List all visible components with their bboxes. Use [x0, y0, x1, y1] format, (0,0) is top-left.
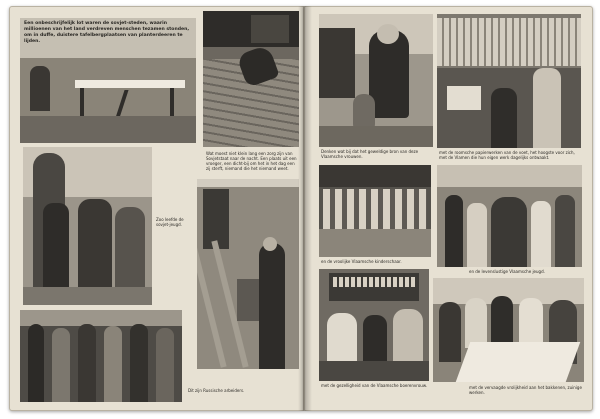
- caption-cellar: Wat moest niet klein lang een zorg zijn van Sovjetstaat naar de nacht. Een plaats uit een vroeger, een dicht-bij om het in het dag een zij sterft, niemand die het niemand weet.: [206, 151, 297, 171]
- caption-intro: Een onbeschrijfelijk lot waren de sovjet-steden, waarin millioenen van het land verdreven menschen tezamen stonden, om in duffe, duistere tafelbergplaatsen van planterdeeren te lijden.: [24, 21, 190, 44]
- caption-workers: Dit zijn Russische arbeiders.: [188, 388, 245, 393]
- photo-cellar: [203, 11, 299, 147]
- photo-kitchen: [319, 269, 429, 381]
- photo-doorway-woman: [197, 179, 299, 369]
- caption-ceramics: met de roomsche papierwerken van de voet, het hoogste voor zich, met de Vlamen die hun eigen werk dagelijks ontwaakt.: [439, 150, 575, 160]
- caption-table: met de vervaagde vrolijkheid aan het bakkenen, zuinige werken.: [469, 385, 582, 395]
- left-page: [9, 6, 304, 411]
- caption-woman-dog: Denken wat bij dat het geweldige bron van deze Vlaamsche vrouwen.: [321, 149, 419, 159]
- caption-youth: en de levenslustige Vlaamsche jeugd.: [469, 269, 545, 274]
- magazine-spread: [9, 6, 593, 411]
- spine-shadow: [298, 6, 312, 411]
- caption-children: en de vroolijke Vlaamsche kinderschaar.: [321, 259, 402, 264]
- photo-children-procession: [319, 165, 431, 257]
- right-page: [304, 6, 593, 411]
- photo-ceramics-wall: [437, 14, 581, 148]
- photo-man-with-dog: [319, 14, 433, 147]
- caption-kitchen: met de gezelligheid van de Vlaamsche boerenvrouw.: [321, 383, 427, 388]
- photo-workers: [20, 310, 182, 402]
- caption-child: Zoo leefde de sovjet-jeugd.: [156, 217, 184, 227]
- photo-dining-table: [433, 278, 584, 382]
- photo-youth-group: [437, 165, 582, 267]
- photo-street-boy: [23, 147, 152, 305]
